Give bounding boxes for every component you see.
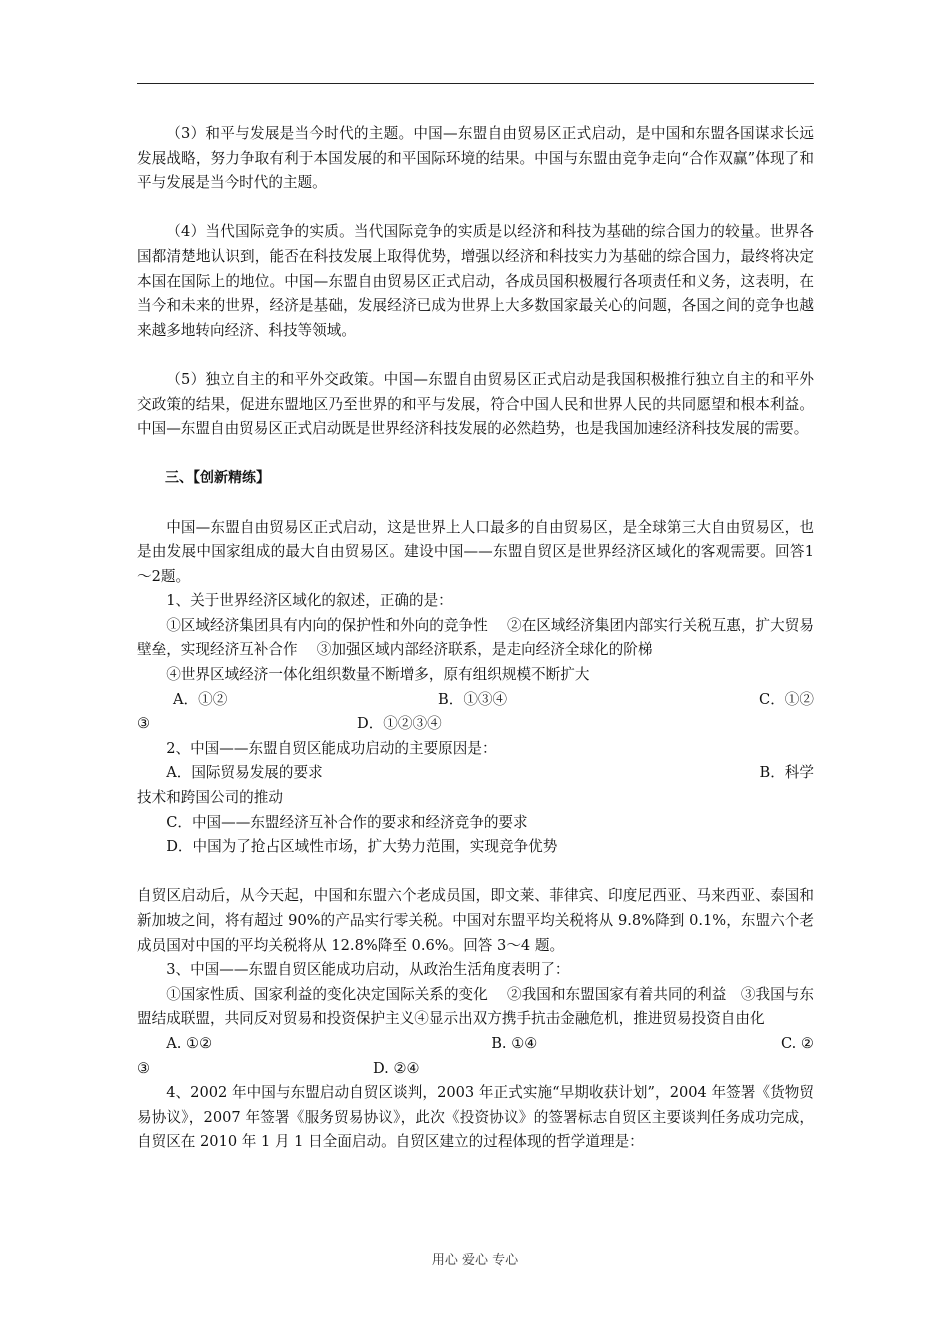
q1-option-c-cont: ③ [137,715,151,733]
page-footer: 用心 爱心 专心 [431,1253,519,1268]
question-1-options [137,688,814,713]
paragraph-3: （3）和平与发展是当今时代的主题。中国—东盟自由贸易区正式启动，是中国和东盟各国谋求长远发展战略，努力争取有利于本国发展的和平国际环境的结果。中国与东盟由竞争走向“合作双赢”体现了和平与发展是当今时代的主题。 [137,125,814,192]
question-1-items: ①区域经济集团具有内向的保护性和外向的竞争性 ②在区域经济集团内部实行关税互惠，扩大贸易壁垒，实现经济互补合作 ③加强区域内部经济联系，是走向经济全球化的阶梯 [137,616,814,659]
q1-option-a: A．①② [173,690,228,708]
q3-option-c: C. ② [780,1034,814,1052]
q3-option-d: D. ②④ [373,1059,420,1077]
header-rule [137,83,814,84]
question-2-stem: 2、中国——东盟自贸区能成功启动的主要原因是： [166,739,497,757]
section-heading: 三、【创新精练】 [165,470,270,487]
question-3-options-2 [137,1057,814,1082]
intro-q1-2: 中国—东盟自由贸易区正式启动，这是世界上人口最多的自由贸易区，是全球第三大自由贸易区，也是由发展中国家组成的最大自由贸易区。建设中国——东盟自贸区是世界经济区域化的客观需要。回答1～2题。 [137,518,814,585]
question-1-stem: 1、关于世界经济区域化的叙述，正确的是： [166,592,453,610]
q1-option-c: C．①② [759,690,814,708]
paragraph-4: （4）当代国际竞争的实质。当代国际竞争的实质是以经济和科技为基础的综合国力的较量。世界各国都清楚地认识到，能否在科技发展上取得优势，增强以经济和科技实力为基础的综合国力，最终将决定本国在国际上的地位。中国—东盟自由贸易区正式启动，各成员国积极履行各项责任和义务，这表明，在当今和未来的世界，经济是基础，发展经济已成为世界上大多数国家最关心的问题，各国之间的竞争也越来越多地转向经济、科技等领域。 [137,223,814,339]
q1-option-b: B．①③④ [438,690,508,708]
q2-option-d: D．中国为了抢占区域性市场，扩大势力范围，实现竞争优势 [166,838,558,856]
document-body [137,122,814,1155]
intro-q3-4: 自贸区启动后，从今天起，中国和东盟六个老成员国，即文莱、菲律宾、印度尼西亚、马来西亚、泰国和新加坡之间，将有超过 90%的产品实行零关税。中国对东盟平均关税将从 9.8%降到 0.1%，东盟六个老成员国对中国的平均关税将从 12.8%降至 0.6%。回答 3～4 题。 [137,887,814,954]
paragraph-5: （5）独立自主的和平外交政策。中国—东盟自由贸易区正式启动是我国积极推行独立自主的和平外交政策的结果，促进东盟地区乃至世界的和平与发展，符合中国人民和世界人民的共同愿望和根本利益。中国—东盟自由贸易区正式启动既是世界经济科技发展的必然趋势，也是我国加速经济科技发展的需要。 [137,370,814,438]
q2-option-b-cont: 技术和跨国公司的推动 [137,789,283,807]
q3-option-a: A. ①② [166,1034,213,1052]
question-3-stem: 3、中国——东盟自贸区能成功启动，从政治生活角度表明了： [166,961,570,979]
q1-option-d: D．①②③④ [357,715,442,733]
q2-option-c: C．中国——东盟经济互补合作的要求和经济竞争的要求 [166,813,528,831]
q3-option-c-cont: ③ [137,1059,151,1077]
q3-option-b: B. ①④ [491,1034,538,1052]
question-2-options-ab [137,761,814,786]
q2-option-b: B．科学 [759,764,814,782]
question-1-item-4: ④世界区域经济一体化组织数量不断增多，原有组织规模不断扩大 [166,666,590,684]
question-4-stem: 4、2002 年中国与东盟启动自贸区谈判，2003 年正式实施“早期收获计划”，2004 年签署《货物贸易协议》，2007 年签署《服务贸易协议》，此次《投资协议》的签署标志自贸区主要谈判任务成功完成，自贸区在 2010 年 1 月 1 日全面启动。自贸区建立的过程体现的哲学道理是： [137,1084,814,1151]
question-3-options [137,1032,814,1057]
question-1-options-2 [137,712,814,737]
question-3-items: ①国家性质、国家利益的变化决定国际关系的变化 ②我国和东盟国家有着共同的利益 ③我国与东盟结成联盟，共同反对贸易和投资保护主义④显示出双方携手抗击金融危机，推进贸易投资自由化 [137,985,814,1028]
q2-option-a: A．国际贸易发展的要求 [166,764,323,782]
